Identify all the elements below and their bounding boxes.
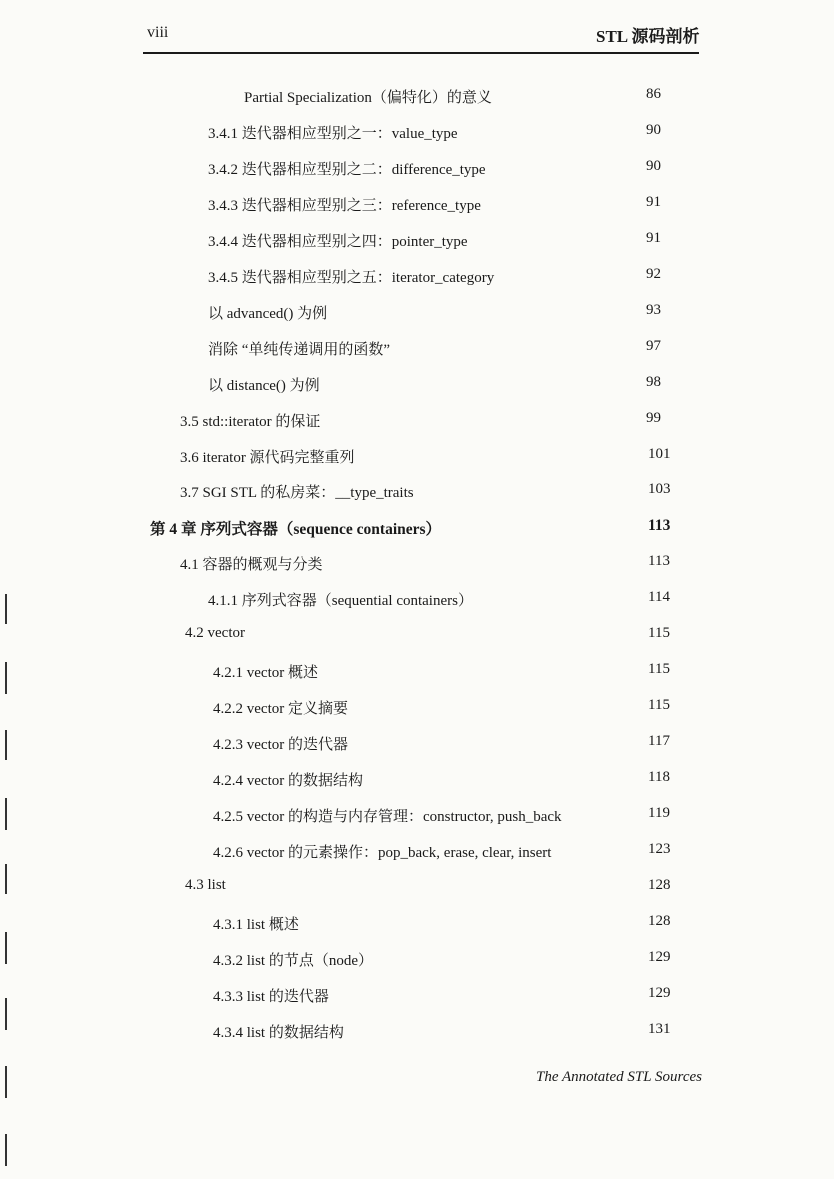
toc-entry-page: 101 (648, 446, 671, 462)
toc-entry-page: 86 (646, 86, 661, 102)
toc-entry-page: 117 (648, 733, 670, 749)
toc-entry-page: 90 (646, 122, 661, 138)
toc-entry-page: 129 (648, 985, 671, 1001)
page-number: viii (147, 24, 169, 41)
margin-mark (5, 1134, 7, 1166)
toc-entry (0, 913, 834, 941)
toc-entry (0, 841, 834, 869)
header-rule (143, 52, 699, 54)
toc-entry-title: 4.3.1 list 概述 (213, 917, 299, 933)
toc-entry (0, 949, 834, 977)
toc-entry (0, 266, 834, 294)
toc-entry (0, 481, 834, 509)
toc-entry-title: 4.3.3 list 的迭代器 (213, 989, 329, 1005)
toc-entry-page: 123 (648, 841, 671, 857)
toc-entry-title: 4.3 list (185, 877, 226, 893)
toc-entry-title: 4.1.1 序列式容器（sequential containers） (208, 593, 473, 609)
toc-entry-title: 以 advanced() 为例 (208, 306, 328, 322)
toc-entry (0, 338, 834, 366)
toc-entry-title: 3.4.3 迭代器相应型别之三：reference_type (208, 198, 481, 214)
toc-entry-page: 114 (648, 589, 670, 605)
toc-entry-title: Partial Specialization（偏特化）的意义 (244, 90, 492, 106)
toc-entry-title: 4.2.5 vector 的构造与内存管理：constructor, push_back (213, 809, 562, 825)
toc-entry-page: 115 (648, 661, 670, 677)
toc-entry-title: 4.3.2 list 的节点（node） (213, 953, 373, 969)
toc-entry (0, 410, 834, 438)
toc-entry-title: 3.4.1 迭代器相应型别之一：value_type (208, 126, 458, 142)
toc-entry-title: 4.1 容器的概观与分类 (180, 557, 323, 573)
margin-mark (5, 864, 7, 894)
toc-entry-page: 91 (646, 194, 661, 210)
toc-chapter-entry (0, 517, 834, 545)
toc-entry-page: 118 (648, 769, 670, 785)
toc-entry-title: 3.4.4 迭代器相应型别之四：pointer_type (208, 234, 468, 250)
toc-entry-page: 103 (648, 481, 671, 497)
toc-entry (0, 625, 834, 653)
toc-entry (0, 302, 834, 330)
toc-entry-page: 115 (648, 625, 670, 641)
toc-entry (0, 446, 834, 474)
toc-entry (0, 230, 834, 258)
toc-entry (0, 661, 834, 689)
toc-entry-title: 4.2.3 vector 的迭代器 (213, 737, 348, 753)
margin-mark (5, 798, 7, 830)
toc-entry-page: 92 (646, 266, 661, 282)
toc-entry-page: 129 (648, 949, 671, 965)
book-title-header: STL 源码剖析 (596, 27, 700, 46)
toc-entry-title: 以 distance() 为例 (208, 378, 320, 394)
margin-mark (5, 662, 7, 694)
margin-mark (5, 594, 7, 624)
toc-entry (0, 194, 834, 222)
toc-entry-page: 93 (646, 302, 661, 318)
margin-mark (5, 932, 7, 964)
toc-entry-title: 消除 “单纯传递调用的函数” (208, 342, 391, 358)
margin-mark (5, 1066, 7, 1098)
toc-entry-title: 4.3.4 list 的数据结构 (213, 1025, 344, 1041)
toc-entry-page: 91 (646, 230, 661, 246)
toc-entry-page: 98 (646, 374, 661, 390)
margin-mark (5, 998, 7, 1030)
toc-entry (0, 122, 834, 150)
toc-entry-title: 3.5 std::iterator 的保证 (180, 414, 321, 430)
toc-entry-title: 4.2 vector (185, 625, 245, 641)
toc-entry-page: 128 (648, 877, 671, 893)
toc-entry (0, 985, 834, 1013)
toc-entry (0, 158, 834, 186)
toc-entry (0, 733, 834, 761)
toc-entry-title: 4.2.1 vector 概述 (213, 665, 318, 681)
toc-entry-page: 128 (648, 913, 671, 929)
toc-entry-page: 97 (646, 338, 661, 354)
toc-entry (0, 805, 834, 833)
toc-entry-title: 3.4.5 迭代器相应型别之五：iterator_category (208, 270, 495, 286)
toc-entry-title: 3.6 iterator 源代码完整重列 (180, 450, 355, 466)
toc-entry-page: 99 (646, 410, 661, 426)
toc-entry (0, 86, 834, 114)
toc-entry-page: 115 (648, 697, 670, 713)
toc-entry-title: 3.4.2 迭代器相应型别之二：difference_type (208, 162, 486, 178)
toc-entry-page: 119 (648, 805, 670, 821)
toc-entry (0, 553, 834, 581)
toc-entry-page: 131 (648, 1021, 671, 1037)
toc-entry-title: 第 4 章 序列式容器（sequence containers） (150, 521, 442, 538)
toc-entry-title: 3.7 SGI STL 的私房菜：__type_traits (180, 485, 414, 501)
toc-entry (0, 769, 834, 797)
toc-entry (0, 589, 834, 617)
toc-entry (0, 1021, 834, 1049)
toc-entry-title: 4.2.2 vector 定义摘要 (213, 701, 348, 717)
toc-entry-title: 4.2.4 vector 的数据结构 (213, 773, 363, 789)
toc-entry (0, 697, 834, 725)
toc-entry-page: 90 (646, 158, 661, 174)
toc-entry (0, 374, 834, 402)
toc-entry-title: 4.2.6 vector 的元素操作：pop_back, erase, clear, insert (213, 845, 552, 861)
toc-entry-page: 113 (648, 517, 671, 534)
margin-mark (5, 730, 7, 760)
toc-entry (0, 877, 834, 905)
toc-entry-page: 113 (648, 553, 670, 569)
footer-book-name: The Annotated STL Sources (536, 1069, 702, 1085)
